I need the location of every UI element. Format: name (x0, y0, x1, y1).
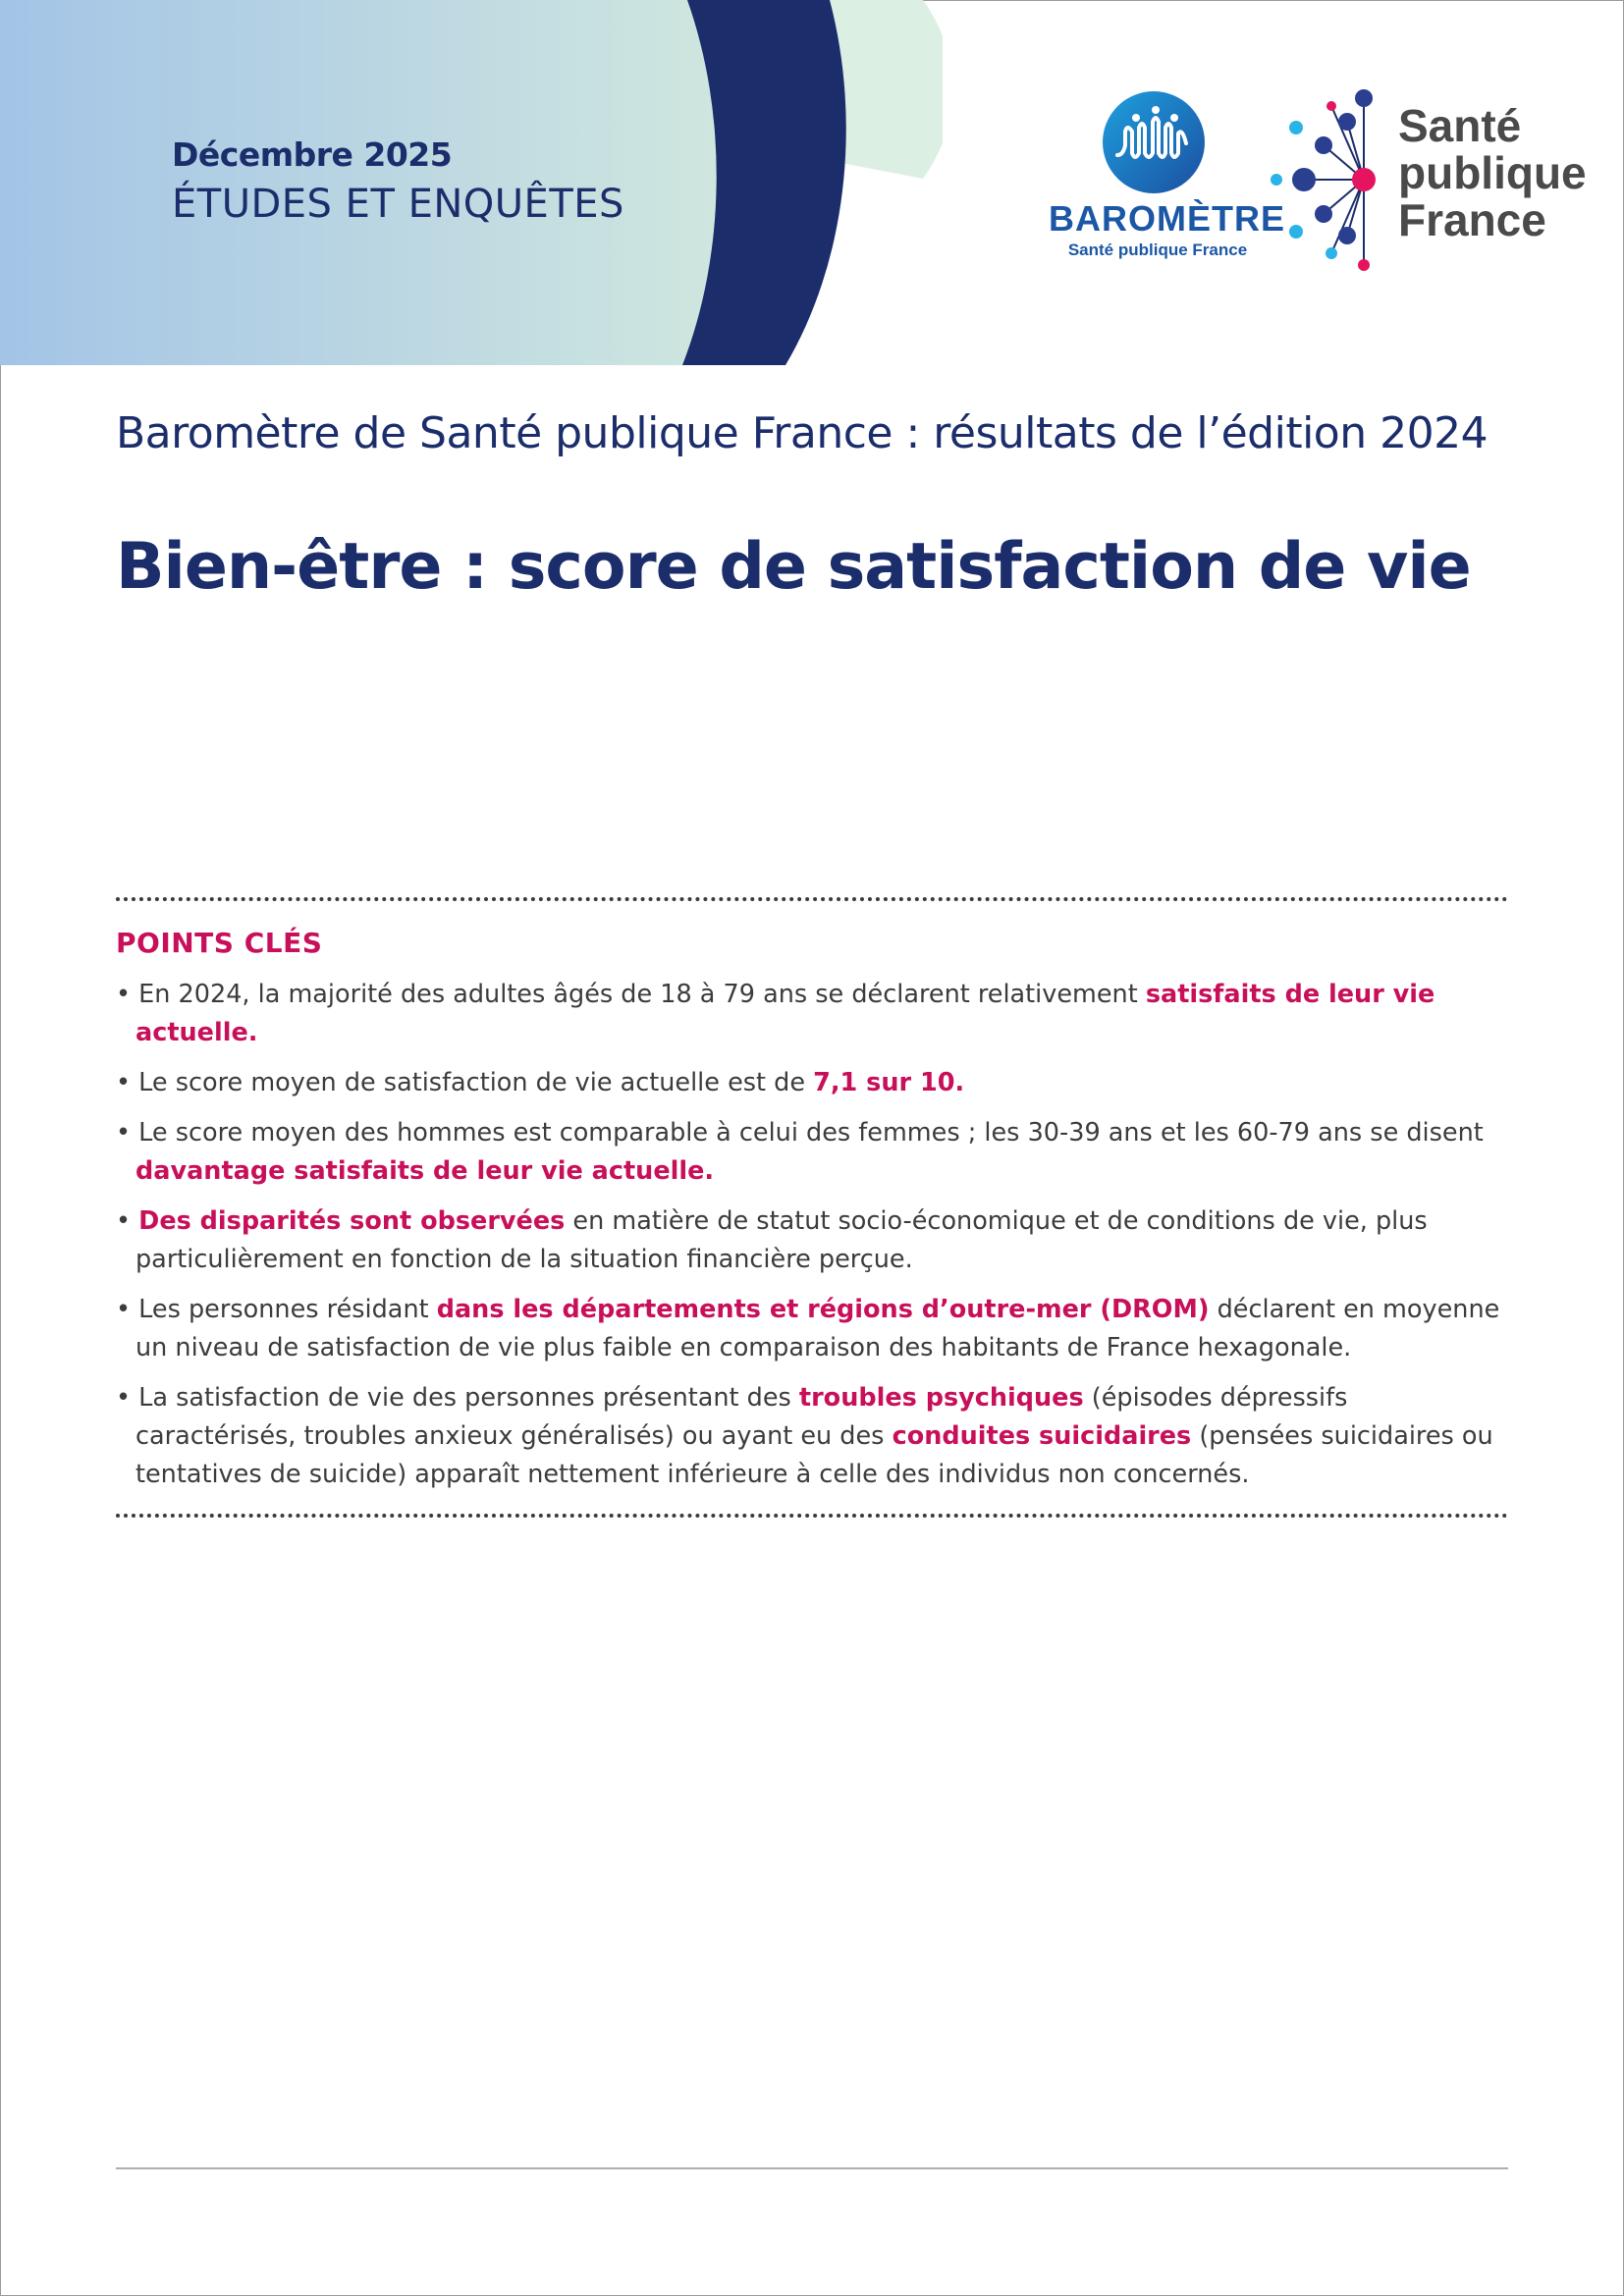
barometre-logo-subtext: Santé publique France (1067, 240, 1248, 259)
barometre-logo-text: BAROMÈTRE (1049, 198, 1285, 239)
key-point-item: • Les personnes résidant dans les départements et régions d’outre-mer (DROM) déclarent en moyenne un niveau de satisfaction de vie plus faible en comparaison des habitants de France hexagonale. (116, 1295, 1500, 1362)
key-points-top-divider (116, 897, 1508, 901)
barometre-logo (1049, 88, 1285, 270)
barometre-emblem-icon (1100, 88, 1208, 196)
publication-date: Décembre 2025 (172, 135, 453, 174)
document-title: Bien-être : score de satisfaction de vie (116, 530, 1471, 604)
sante-publique-france-logo (1267, 88, 1600, 275)
spf-molecule-icon (1267, 88, 1394, 275)
key-point-item: • La satisfaction de vie des personnes présentant des troubles psychiques (épisodes dépressifs caractérisés, troubles anxieux généralisés) ou ayant eu des conduites suicidaires (pensées suicidaires ou tentatives de suicide) apparaît nettement inférieure à celle des individus non concernés. (116, 1383, 1493, 1489)
spf-logo-line-1: Santé (1398, 100, 1522, 151)
publication-category: ÉTUDES ET ENQUÊTES (172, 182, 624, 227)
key-points-list (116, 976, 1510, 1506)
key-point-item: • Le score moyen des hommes est comparable à celui des femmes ; les 30-39 ans et les 60-79 ans se disent davantage satisfaits de leur vie actuelle. (116, 1118, 1484, 1186)
spf-logo-line-3: France (1398, 194, 1546, 245)
footer-rule (116, 2167, 1508, 2169)
key-point-item: • Des disparités sont observées en matière de statut socio-économique et de conditions de vie, plus particulièrement en fonction de la situation financière perçue. (116, 1206, 1428, 1274)
key-point-item: • Le score moyen de satisfaction de vie actuelle est de 7,1 sur 10. (116, 1068, 965, 1097)
key-points-bottom-divider (116, 1514, 1508, 1518)
key-points-heading: POINTS CLÉS (116, 927, 323, 959)
document-subtitle: Baromètre de Santé publique France : résultats de l’édition 2024 (116, 408, 1489, 458)
spf-logo-line-2: publique (1398, 147, 1587, 198)
key-point-item: • En 2024, la majorité des adultes âgés de 18 à 79 ans se déclarent relativement satisfaits de leur vie actuelle. (116, 980, 1435, 1047)
